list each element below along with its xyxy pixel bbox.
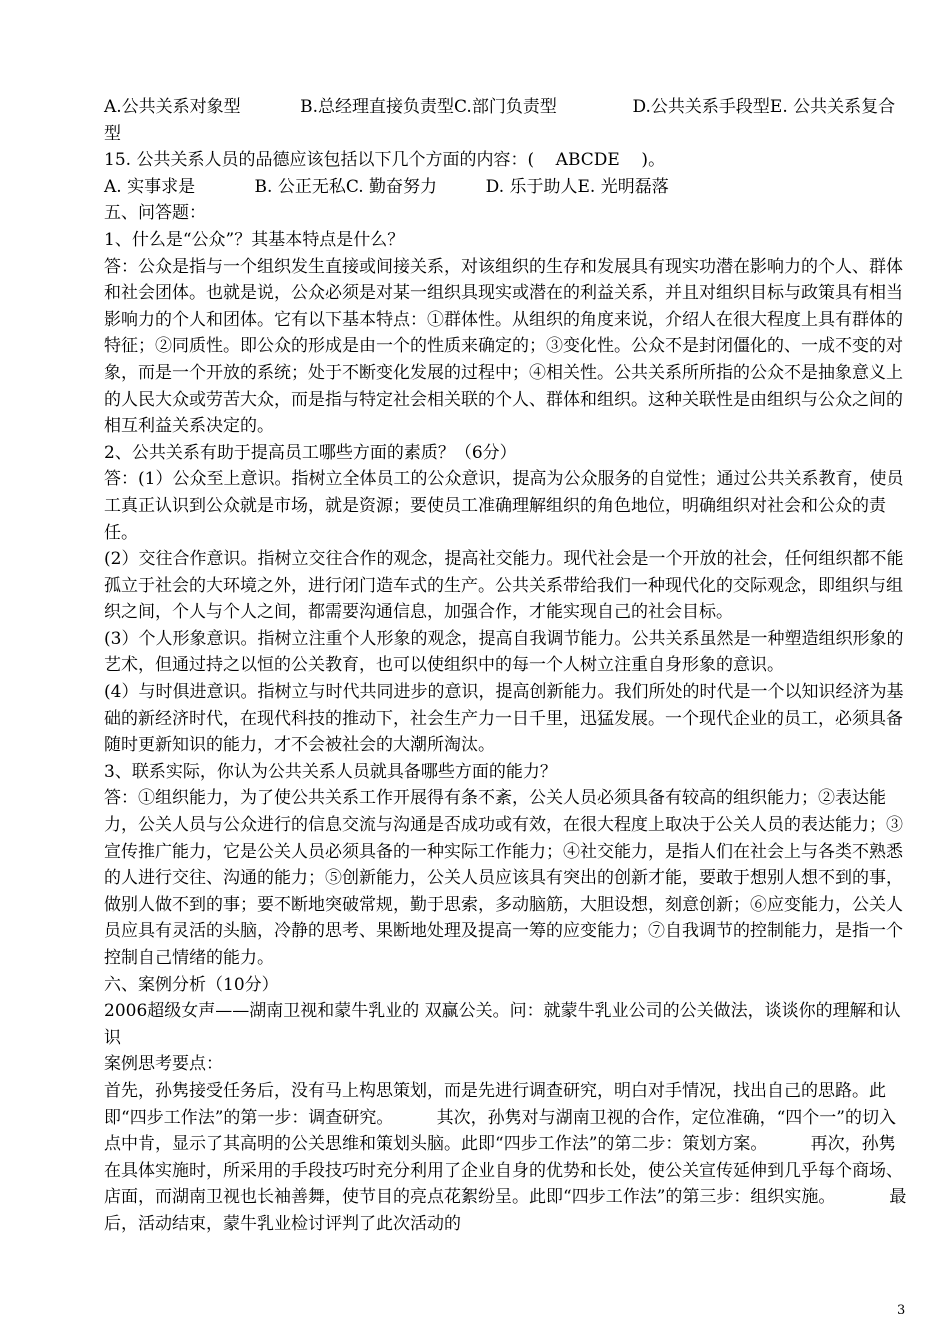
question-3: 3、联系实际，你认为公共关系人员就具备哪些方面的能力？	[104, 761, 557, 782]
answer-2-part-2: (2）交往合作意识。指树立交往合作的观念，提高社交能力。现代社会是一个开放的社会，任何组织都不能孤立于社会的大环境之外，进行闭门造车式的生产。公共关系带给我们一种现代化的交际观念，即组织与组织之间，个人与个人之间，都需要沟通信息，加强合作，才能实现自己的社会目标。	[104, 549, 904, 623]
question-1: 1、什么是“公众”？其基本特点是什么？	[104, 229, 405, 250]
question-15: 15. 公共关系人员的品德应该包括以下几个方面的内容：( ABCDE )。	[104, 150, 666, 171]
document-body	[104, 94, 912, 1238]
section-heading-qa: 五、问答题：	[104, 203, 206, 224]
section-heading-case: 六、案例分析（10分）	[104, 974, 279, 995]
answer-2-part-1: 答：(1）公众至上意识。指树立全体员工的公众意识，提高为公众服务的自觉性；通过公共关系教育，使员工真正认识到公众就是市场，就是资源；要使员工准确理解组织的角色地位，明确组织对社会和公众的责任。	[104, 469, 904, 543]
answer-2-part-3: (3）个人形象意识。指树立注重个人形象的观念，提高自我调节能力。公共关系虽然是一种塑造组织形象的艺术，但通过持之以恒的公关教育，也可以使组织中的每一个人树立注重自身形象的意识。	[104, 628, 904, 676]
case-analysis-text: 首先，孙隽接受任务后，没有马上构思策划，而是先进行调查研究，明白对手情况，找出自己的思路。此即“四步工作法”的第一步：调查研究。 其次，孙隽对与湖南卫视的合作，定位准确，“四个一”的切入点中肯，显示了其高明的公关思维和策划头脑。此即“四步工作法”的第二步：策划方案。 再次，孙隽在具体实施时，所采用的手段技巧时充分利用了企业自身的优势和长处，使公关宣传延伸到几乎每个商场、店面，而湖南卫视也长袖善舞，使节目的亮点花絮纷呈。此即“四步工作法”的第三步：组织实施。 最后，活动结束，蒙牛乳业检讨评判了此次活动的	[104, 1080, 907, 1234]
options-q15-line: A. 实事求是 B. 公正无私C. 勤奋努力 D. 乐于助人E. 光明磊落	[104, 176, 669, 197]
answer-2-part-4: (4）与时俱进意识。指树立与时代共同进步的意识，提高创新能力。我们所处的时代是一个以知识经济为基础的新经济时代，在现代科技的推动下，社会生产力一日千里，迅猛发展。一个现代企业的员工，必须具备随时更新知识的能力，才不会被社会的大潮所淘汰。	[104, 682, 904, 756]
answer-1: 答：公众是指与一个组织发生直接或间接关系，对该组织的生存和发展具有现实功潜在影响力的个人、群体和社会团体。也就是说，公众必须是对某一组织具现实或潜在的利益关系，并且对组织目标与政策具有相当影响力的个人和团体。它有以下基本特点：①群体性。从组织的角度来说，介绍人在很大程度上具有群体的特征；②同质性。即公众的形成是由一个的性质来确定的；③变化性。公众不是封闭僵化的、一成不变的对象，而是一个开放的系统；处于不断变化发展的过程中；④相关性。公共关系所所指的公众不是抽象意义上的人民大众或劳苦大众，而是指与特定社会相关联的个人、群体和组织。这种关联性是由组织与公众之间的相互利益关系决定的。	[104, 256, 903, 437]
case-question: 2006超级女声——湖南卫视和蒙牛乳业的 双赢公关。问：就蒙牛乳业公司的公关做法，谈谈你的理解和认识	[104, 1001, 901, 1048]
answer-3: 答：①组织能力，为了使公共关系工作开展得有条不紊，公关人员必须具备有较高的组织能力；②表达能力，公关人员与公众进行的信息交流与沟通是否成功或有效，在很大程度上取决于公关人员的表达能力；③宣传推广能力，它是公关人员必须具备的一种实际工作能力；④社交能力，是指人们在社会上与各类不熟悉的人进行交往、沟通的能力；⑤创新能力，公关人员应该具有突出的创新才能，要敢于想别人想不到的事，做别人做不到的事；要不断地突破常规，勤于思索，多动脑筋，大胆设想，刻意创新；⑥应变能力，公关人员应具有灵活的头脑，冷静的思考、果断地处理及提高一筹的应变能力；⑦自我调节的控制能力，是指一个控制自己情绪的能力。	[104, 788, 903, 968]
options-q14-line: A.公共关系对象型 B.总经理直接负责型C.部门负责型 D.公共关系手段型E. 公共关系复合型	[104, 97, 896, 144]
question-2: 2、公共关系有助于提高员工哪些方面的素质？（6分）	[104, 442, 517, 463]
page-number: 3	[897, 1303, 906, 1318]
case-points-heading: 案例思考要点：	[104, 1054, 223, 1075]
